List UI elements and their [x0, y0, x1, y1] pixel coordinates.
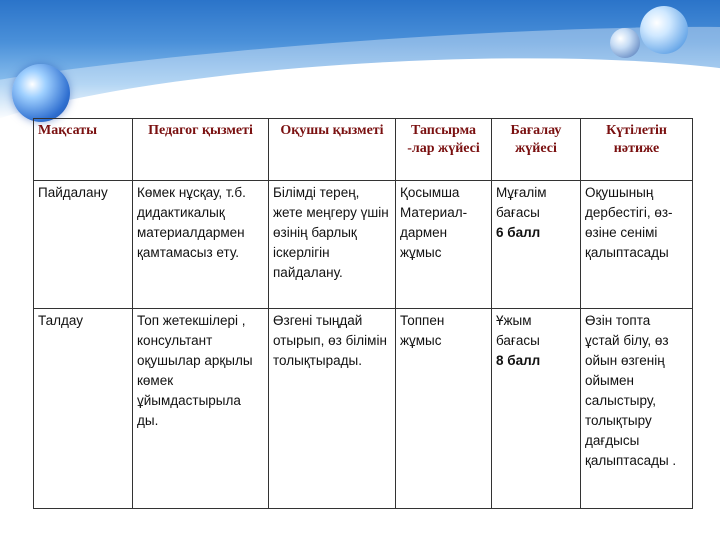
assessment-text: Ұжым бағасы	[496, 313, 540, 348]
cell-assessment	[492, 309, 581, 509]
table-row	[34, 181, 693, 309]
cell-tasks: Қосымша Материал-дармен жұмыс	[396, 181, 492, 309]
assessment-score: 6 балл	[496, 225, 541, 240]
header-result: Күтілетін нәтиже	[581, 119, 693, 181]
orb-decoration-small	[610, 28, 640, 58]
header-assessment: Бағалау жүйесі	[492, 119, 581, 181]
cell-student: Білімді терең, жете меңгеру үшін өзінің барлық іскерлігін пайдалану.	[269, 181, 396, 309]
header-tasks: Тапсырма -лар жүйесі	[396, 119, 492, 181]
header-teacher: Педагог қызметі	[133, 119, 269, 181]
assessment-text: Мұғалім бағасы	[496, 185, 547, 220]
orb-decoration-left	[12, 64, 70, 122]
cell-student: Өзгені тыңдай отырып, өз білімін толықтырады.	[269, 309, 396, 509]
lesson-table	[33, 118, 693, 509]
header-banner	[0, 0, 720, 120]
cell-result: Өзін топта ұстай білу, өз ойын өзгенің ойымен салыстыру, толықтыру дағдысы қалыптасады .	[581, 309, 693, 509]
orb-decoration-right	[640, 6, 688, 54]
cell-teacher: Көмек нұсқау, т.б. дидактикалық материалдармен қамтамасыз ету.	[133, 181, 269, 309]
header-student: Оқушы қызметі	[269, 119, 396, 181]
cell-assessment	[492, 181, 581, 309]
cell-goal: Талдау	[34, 309, 133, 509]
cell-result: Оқушының дербестігі, өз-өзіне сенімі қалыптасады	[581, 181, 693, 309]
header-goal: Мақсаты	[34, 119, 133, 181]
cell-tasks: Топпен жұмыс	[396, 309, 492, 509]
cell-goal: Пайдалану	[34, 181, 133, 309]
table-row	[34, 309, 693, 509]
cell-teacher: Топ жетекшілері , консультант оқушылар арқылы көмек ұйымдастырыла ды.	[133, 309, 269, 509]
header-row	[34, 119, 693, 181]
assessment-score: 8 балл	[496, 353, 541, 368]
